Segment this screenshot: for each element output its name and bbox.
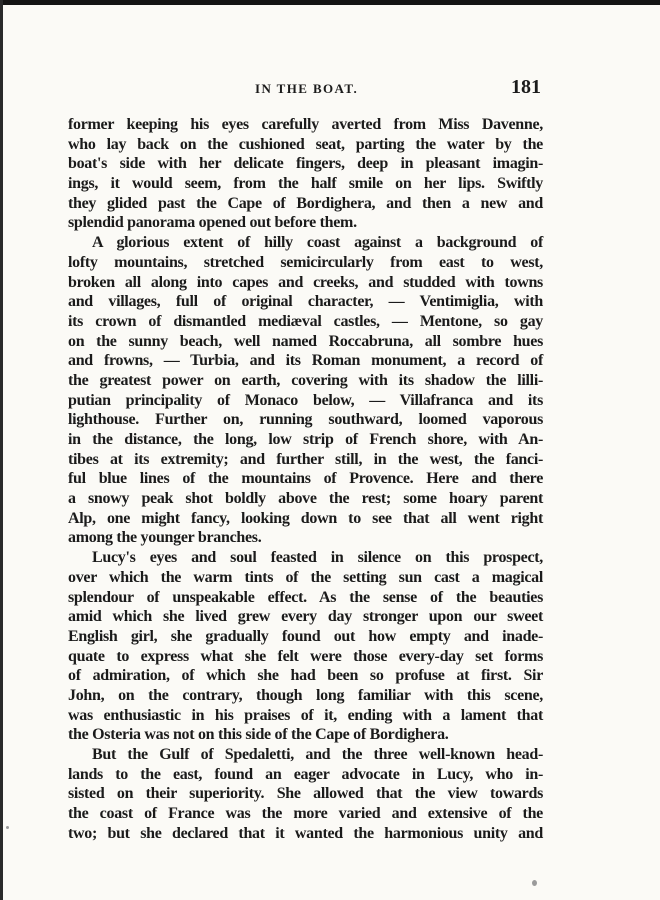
text-line: and frowns, — Turbia, and its Roman monument, a record of: [68, 352, 543, 370]
text-line: and villages, full of original character, — Ventimiglia, with: [68, 293, 543, 311]
text-line: the greatest power on earth, covering with its shadow the lilli-: [68, 371, 543, 389]
text-line: former keeping his eyes carefully averted from Miss Davenne,: [68, 116, 543, 133]
text-line: English girl, she gradually found out how empty and inade-: [68, 627, 543, 645]
text-line: among the younger branches.: [68, 529, 262, 547]
text-line: was enthusiastic in his praises of it, ending with a lament that: [68, 706, 543, 724]
text-line: ings, it would seem, from the half smile on her lips. Swiftly: [68, 175, 543, 193]
scan-speck: [532, 880, 537, 886]
text-line: a snowy peak shot boldly above the rest; some hoary parent: [68, 490, 543, 508]
text-line: splendour of unspeakable effect. As the sense of the beauties: [68, 588, 543, 606]
text-line: in the distance, the long, low strip of French shore, with An-: [68, 431, 543, 448]
text-line: quate to express what she felt were those every-day set forms: [68, 647, 543, 665]
text-line: two; but she declared that it wanted the harmonious unity and: [68, 824, 543, 842]
text-line: lands to the east, found an eager advocate in Lucy, who in-: [68, 765, 543, 783]
page-number: 181: [511, 76, 541, 98]
text-line: A glorious extent of hilly coast against a background of: [92, 234, 543, 252]
text-line: Alp, one might fancy, looking down to see that all went right: [68, 509, 543, 527]
text-line: Lucy's eyes and soul feasted in silence on this prospect,: [92, 549, 543, 567]
text-line: over which the warm tints of the setting sun cast a magical: [68, 568, 543, 586]
text-line: sisted on their superiority. She allowed that the view towards: [68, 785, 543, 803]
text-line: lofty mountains, stretched semicircularly from east to west,: [68, 253, 543, 271]
text-line: ful blue lines of the mountains of Provence. Here and there: [68, 470, 543, 488]
text-line: who lay back on the cushioned seat, parting the water by the: [68, 135, 543, 153]
scan-top-edge: [0, 0, 660, 5]
text-line: amid which she lived grew every day stronger upon our sweet: [68, 608, 543, 626]
text-line: the Osteria was not on this side of the Cape of Bordighera.: [68, 726, 449, 744]
text-line: But the Gulf of Spedaletti, and the three well-known head-: [92, 746, 543, 763]
text-line: putian principality of Monaco below, — Villafranca and its: [68, 391, 543, 409]
text-line: lighthouse. Further on, running southward, loomed vaporous: [68, 411, 543, 429]
text-line: of admiration, of which she had been so profuse at first. Sir: [68, 667, 543, 685]
text-line: broken all along into capes and creeks, and studded with towns: [68, 273, 543, 291]
running-title: IN THE BOAT.: [255, 81, 359, 96]
scan-left-edge: [0, 0, 3, 900]
text-line: its crown of dismantled mediæval castles, — Mentone, so gay: [68, 312, 543, 330]
body-text: [68, 115, 543, 843]
text-line: John, on the contrary, though long familiar with this scene,: [68, 686, 543, 704]
text-line: tibes at its extremity; and further still, in the west, the fanci-: [68, 450, 543, 468]
text-line: they glided past the Cape of Bordighera, and then a new and: [68, 194, 543, 212]
text-line: the coast of France was the more varied and extensive of the: [68, 805, 543, 823]
scan-speck: [6, 826, 9, 829]
text-line: boat's side with her delicate fingers, deep in pleasant imagin-: [68, 155, 543, 173]
text-line: splendid panorama opened out before them.: [68, 214, 357, 232]
text-line: on the sunny beach, well named Roccabruna, all sombre hues: [68, 332, 543, 350]
running-header: [0, 76, 660, 102]
